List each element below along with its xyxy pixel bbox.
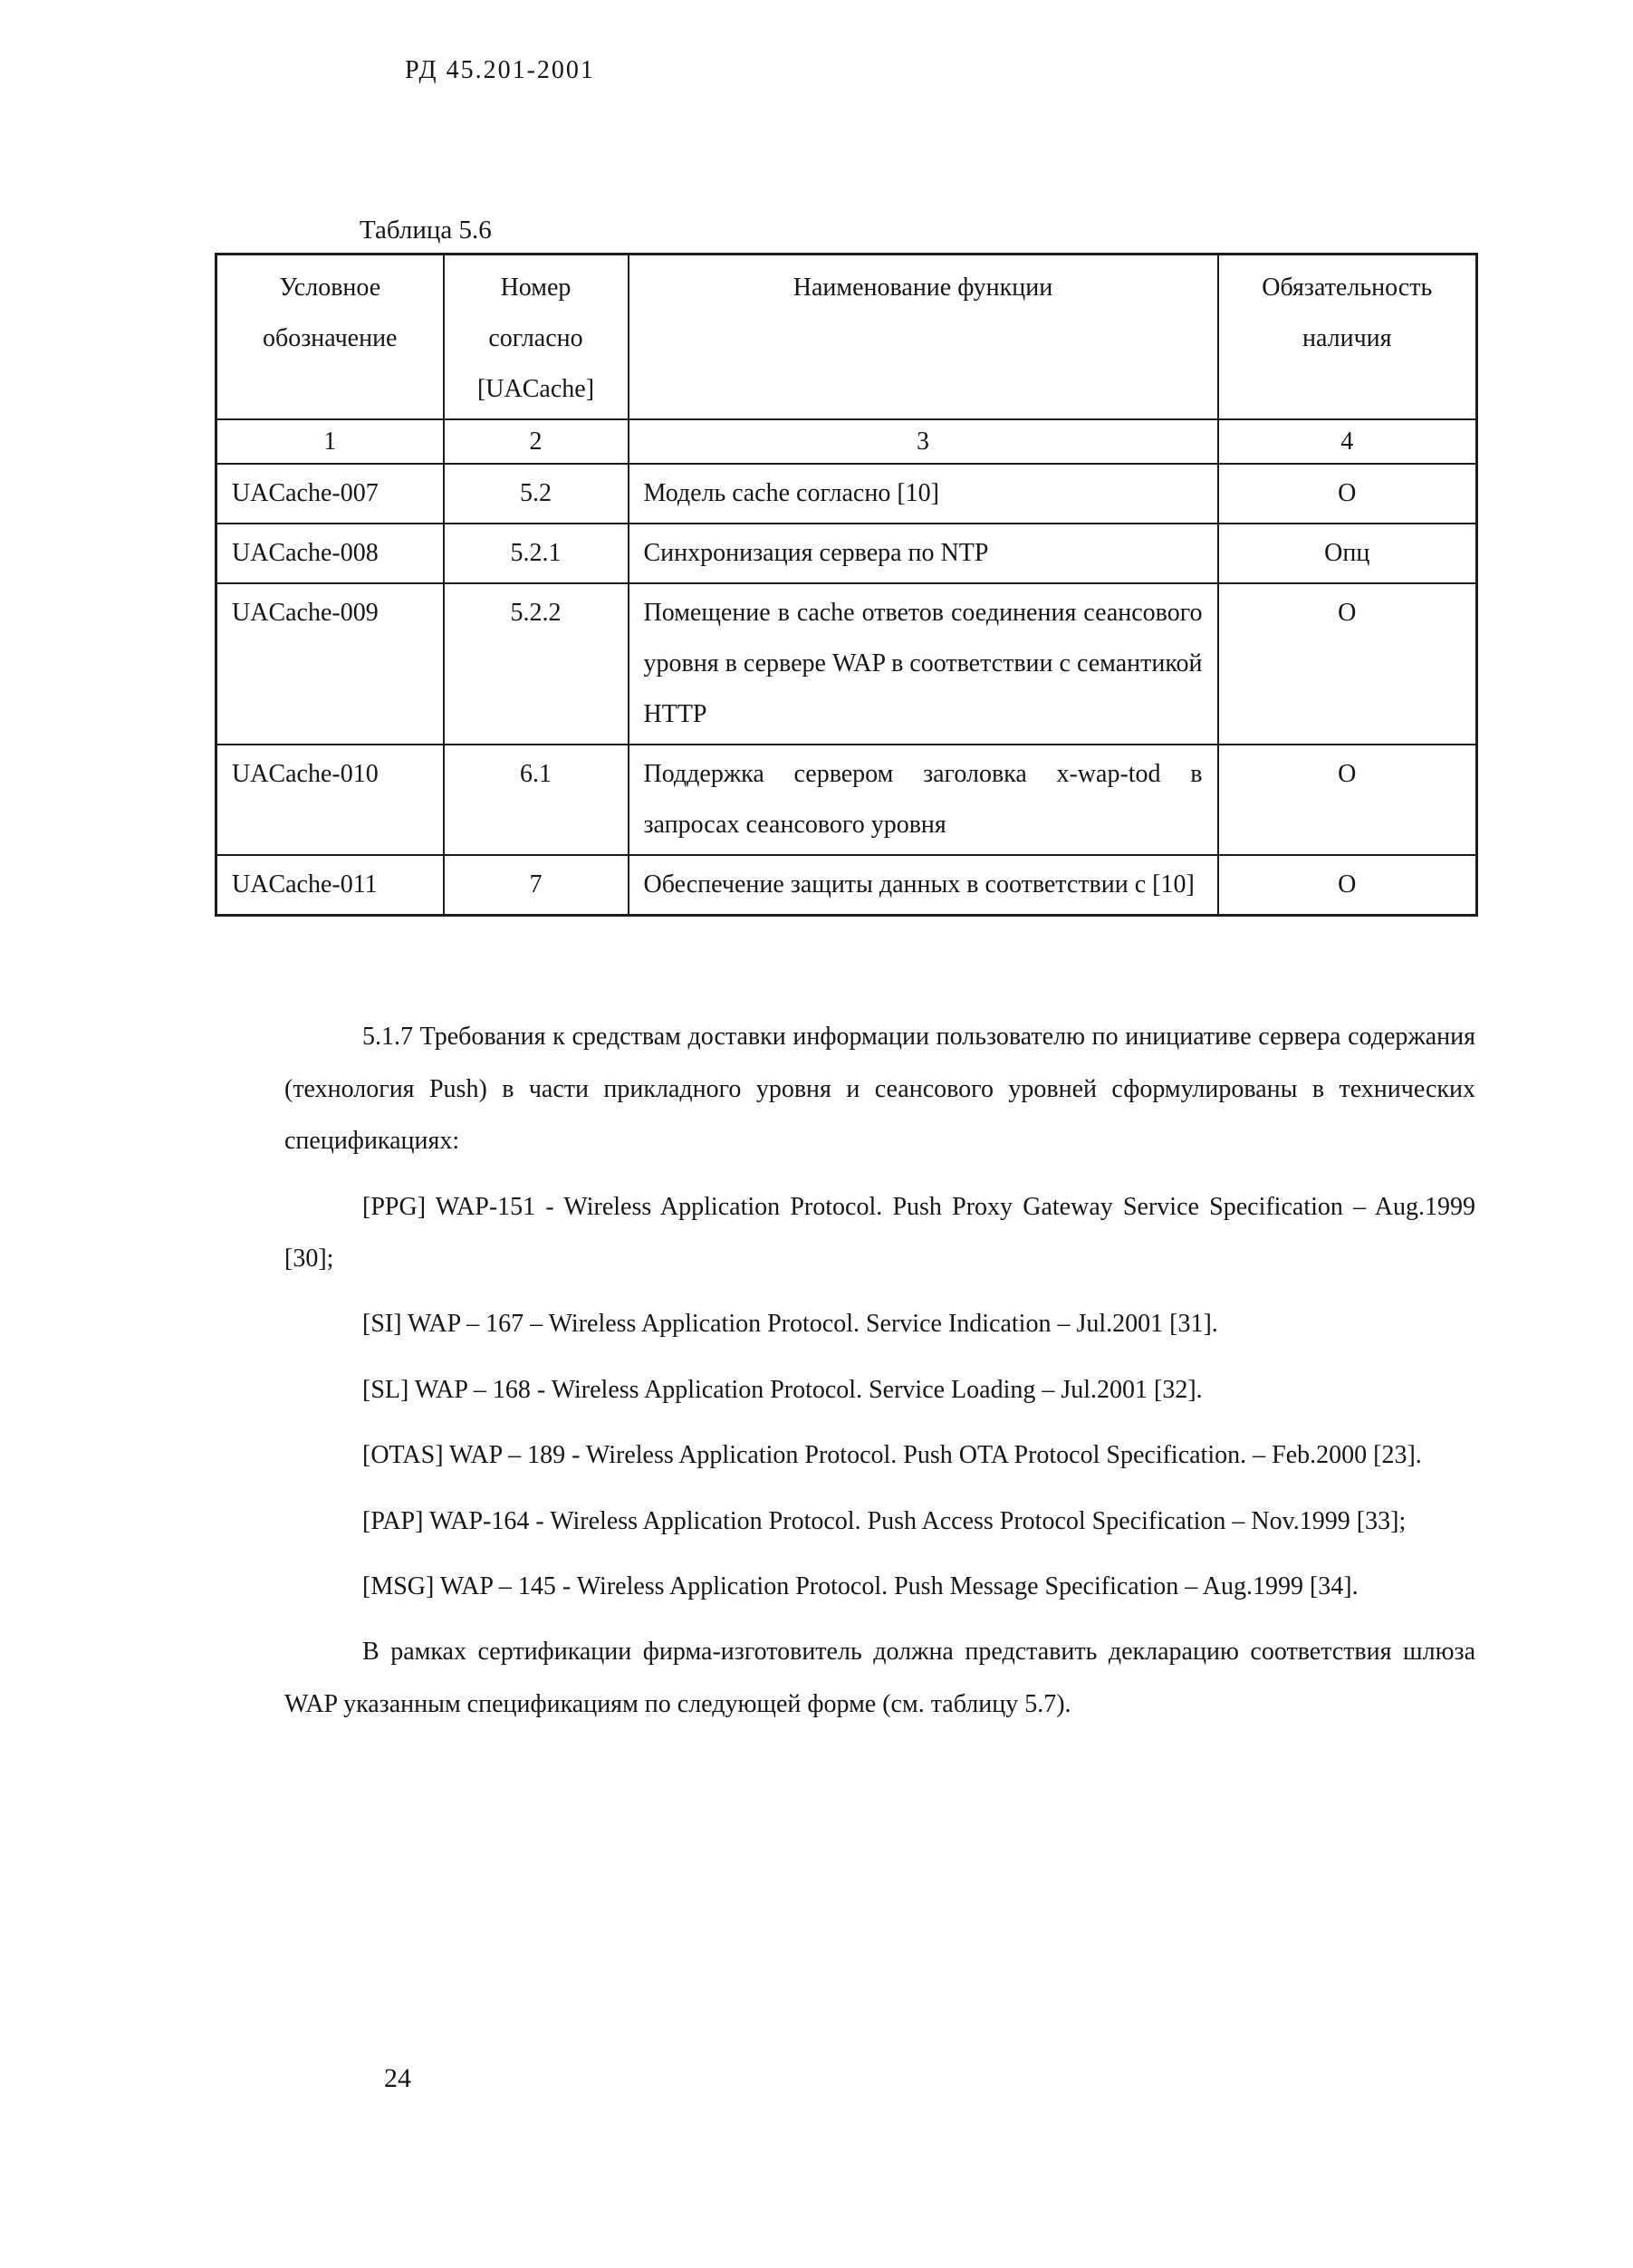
cell-function: Модель cache согласно [10] [629, 464, 1218, 524]
paragraph-si: [SI] WAP – 167 – Wireless Application Protocol. Service Indication – Jul.2001 [31]. [362, 1310, 1218, 1339]
table-row [216, 855, 1477, 916]
cell-designation: UACache-009 [216, 583, 444, 745]
cell-designation: UACache-011 [216, 855, 444, 916]
cell-obligation: О [1218, 583, 1477, 745]
paragraph-otas: [OTAS] WAP – 189 - Wireless Application Protocol. Push OTA Protocol Specification. – Feb.2000 [23]. [362, 1441, 1422, 1470]
table-row [216, 464, 1477, 524]
cell-number: 6.1 [444, 745, 629, 855]
cell-number: 5.2.1 [444, 524, 629, 583]
table-caption: Таблица 5.6 [360, 216, 492, 245]
paragraph-msg: [MSG] WAP – 145 - Wireless Application Protocol. Push Message Specification – Aug.1999 [34]. [362, 1571, 1359, 1600]
paragraph-sl: [SL] WAP – 168 - Wireless Application Protocol. Service Loading – Jul.2001 [32]. [362, 1375, 1203, 1404]
table-row [216, 524, 1477, 583]
cell-number: 5.2 [444, 464, 629, 524]
cell-function: Помещение в cache ответов соединения сеансового уровня в сервере WAP в соответствии с семантикой HTTP [629, 583, 1218, 745]
table-column-numbers-row [216, 419, 1477, 464]
table-header-number: Номер согласно [UACache] [444, 255, 629, 420]
document-number: РД 45.201-2001 [405, 56, 595, 84]
table-header-function: Наименование функции [629, 255, 1218, 420]
cell-function: Поддержка сервером заголовка x-wap-tod в запросах сеансового уровня [629, 745, 1218, 855]
cell-obligation: О [1218, 855, 1477, 916]
cell-function: Обеспечение защиты данных в соответствии с [10] [629, 855, 1218, 916]
column-number: 4 [1218, 419, 1477, 464]
paragraph-certification: В рамках сертификации фирма-изготовитель должна представить декларацию соответствия шлюза WAP указанным спецификациям по следующей форме (см. таблицу 5.7). [284, 1638, 1475, 1718]
cell-obligation: О [1218, 745, 1477, 855]
table-row [216, 583, 1477, 745]
cell-designation: UACache-010 [216, 745, 444, 855]
paragraph-ppg: [PPG] WAP-151 - Wireless Application Protocol. Push Proxy Gateway Service Specification – Aug.1999 [30]; [284, 1192, 1475, 1273]
cell-designation: UACache-007 [216, 464, 444, 524]
table-header-designation: Условное обозначение [216, 255, 444, 420]
column-number: 2 [444, 419, 629, 464]
requirements-table [215, 253, 1478, 917]
cell-obligation: О [1218, 464, 1477, 524]
body-text [215, 1011, 1475, 1730]
page-number: 24 [384, 2063, 411, 2093]
paragraph-5-1-7: 5.1.7 Требования к средствам доставки информации пользователю по инициативе сервера содержания (технология Push) в части прикладного уровня и сеансового уровней сформулированы в технических спецификациях: [284, 1023, 1475, 1156]
cell-number: 7 [444, 855, 629, 916]
cell-designation: UACache-008 [216, 524, 444, 583]
paragraph-pap: [PAP] WAP-164 - Wireless Application Protocol. Push Access Protocol Specification – Nov.1999 [33]; [362, 1506, 1407, 1535]
cell-function: Синхронизация сервера по NTP [629, 524, 1218, 583]
column-number: 1 [216, 419, 444, 464]
cell-obligation: Опц [1218, 524, 1477, 583]
table-header-row [216, 255, 1477, 420]
table-row [216, 745, 1477, 855]
cell-number: 5.2.2 [444, 583, 629, 745]
table-header-obligation: Обязательность наличия [1218, 255, 1477, 420]
document-content [215, 216, 1475, 1744]
column-number: 3 [629, 419, 1218, 464]
